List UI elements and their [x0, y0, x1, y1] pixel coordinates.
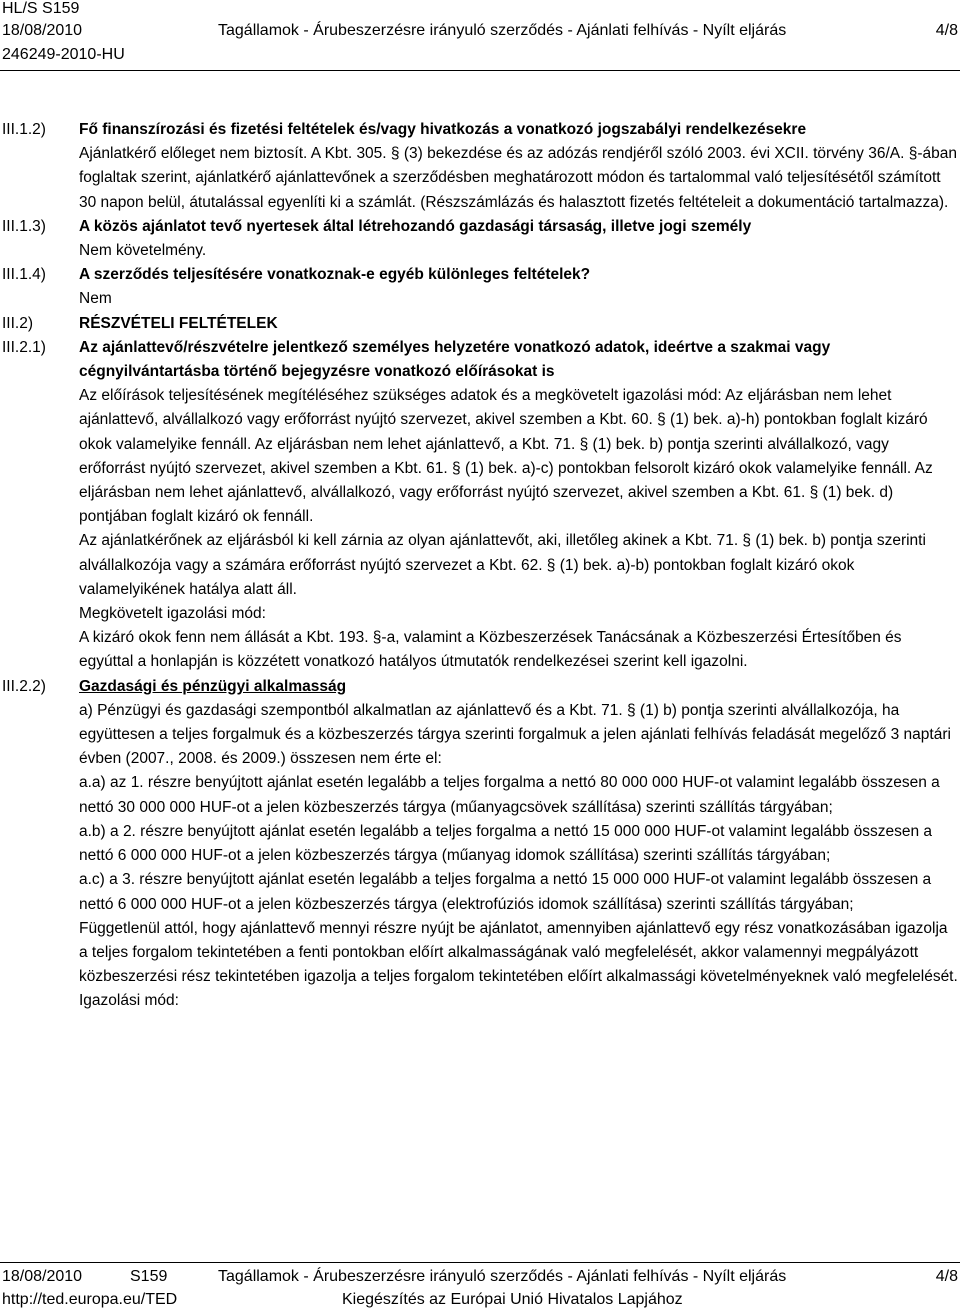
section-number: III.1.3) [2, 217, 46, 235]
section-number: III.2.2) [2, 677, 46, 695]
page-header [0, 0, 960, 66]
header-title: Tagállamok - Árubeszerzésre irányuló szerződés - Ajánlati felhívás - Nyílt eljárás [218, 22, 787, 39]
page-footer [0, 1264, 960, 1311]
footer-page-number: 4/8 [935, 1268, 958, 1285]
section-text: Nem [79, 290, 112, 308]
section-text: Nem követelmény. [79, 242, 207, 260]
document-body [0, 118, 960, 1014]
header-reference: HL/S S159 [2, 0, 80, 17]
section-paragraph: Igazolási mód: [79, 992, 179, 1010]
section-heading: RÉSZVÉTELI FELTÉTELEK [79, 314, 278, 332]
footer-publisher: Kiegészítés az Európai Unió Hivatalos Lapjához [342, 1291, 683, 1308]
footer-issue: S159 [130, 1268, 168, 1285]
section-number: III.2.1) [2, 338, 46, 356]
header-page-number: 4/8 [935, 22, 958, 39]
section-iii-1-2 [0, 118, 960, 215]
section-number: III.2) [2, 314, 34, 332]
section-text: Ajánlatkérő előleget nem biztosít. A Kbt. 305. § (3) bekezdése és az adózás rendjéről szóló 2003. évi XCII. törvény 36/A. §-ában foglaltak szerint, ajánlatkérő ajánlattevőnek a szerződésben meghatározott módon és tartalommal való teljesítésétől számított 30 napon belül, átutalással egyenlíti ki a számlát. (Részszámlázás és halasztott fizetés feltételeit a dokumentáció tartalmazza). [79, 145, 957, 211]
section-heading: Fő finanszírozási és fizetési feltételek és/vagy hivatkozás a vonatkozó jogszabályi rendelkezésekre [79, 121, 807, 138]
footer-url[interactable]: http://ted.europa.eu/TED [2, 1291, 178, 1308]
section-paragraph: Az ajánlatkérőnek az eljárásból ki kell zárnia az olyan ajánlattevőt, aki, illetőleg akinek a Kbt. 71. § (1) bek. b) pontja szerinti alvállalkozója vagy a számára erőforrást nyújtó szervezet a Kbt. 62. § (1) bek. a)-b) pontokban foglalt kizáró okok valamelyikének hatálya alatt áll. [79, 532, 926, 598]
section-heading: A szerződés teljesítésére vonatkoznak-e egyéb különleges feltételek? [79, 266, 591, 284]
section-number: III.1.4) [2, 266, 46, 284]
section-heading: Gazdasági és pénzügyi alkalmasság [79, 677, 347, 695]
footer-date: 18/08/2010 [2, 1268, 83, 1285]
section-paragraph: a.b) a 2. részre benyújtott ajánlat esetén legalább a teljes forgalma a nettó 15 000 000 HUF-ot valamint legalább összesen a nettó 6 000 000 HUF-ot a jelen közbeszerzés tárgya (műanyag idomok szállítása) szerinti szállítás tárgyában; [79, 822, 933, 865]
section-heading: Az ajánlattevő/részvételre jelentkező személyes helyzetére vonatkozó adatok, ideértve a szakmai vagy cégnyilvántartásba történő bejegyzésre vonatkozó előírásokat is [79, 338, 831, 381]
section-iii-1-3 [0, 215, 960, 263]
section-paragraph: Megkövetelt igazolási mód: [79, 605, 266, 623]
header-divider [0, 70, 960, 71]
section-paragraph: a.c) a 3. részre benyújtott ajánlat esetén legalább a teljes forgalma a nettó 15 000 000 HUF-ot valamint legalább összesen a nettó 6 000 000 HUF-ot a jelen közbeszerzés tárgya (elektrofúziós idomok szállítása) szerinti szállítás tárgyában; [79, 871, 932, 913]
footer-divider [0, 1262, 960, 1263]
section-paragraph: A kizáró okok fenn nem állását a Kbt. 193. §-a, valamint a Közbeszerzések Tanácsának a Közbeszerzési Értesítőben és egyúttal a honlapján is közzétett vonatkozó hatályos útmutatók rendelkezései szerint kell igazolni. [79, 629, 902, 671]
section-iii-2-2 [0, 675, 960, 1014]
section-paragraph: Függetlenül attól, hogy ajánlattevő mennyi részre nyújt be ajánlatot, amennyiben ajánlattevő egy rész vonatkozásában igazolja a teljes forgalom tekintetében a fenti pontokban előírt alkalmasságának való megfelelését, akkor valamennyi megpályázott közbeszerzési rész tekintetében igazolja a teljes forgalom tekintetében előírt alkalmassági követelményeknek való megfelelését. [79, 919, 958, 986]
section-iii-2 [0, 312, 960, 336]
section-iii-1-4 [0, 263, 960, 311]
section-iii-2-1 [0, 336, 960, 675]
header-date: 18/08/2010 [2, 22, 83, 39]
section-paragraph: Az előírások teljesítésének megítéléséhez szükséges adatok és a megkövetelt igazolási mód: Az eljárásban nem lehet ajánlattevő, alvállalkozó vagy erőforrást nyújtó szervezet, akivel szemben a Kbt. 60. § (1) bek. a)-h) pontokban foglalt kizáró okok valamelyike fennáll. Az eljárásban nem lehet ajánlattevő, a Kbt. 71. § (1) bek. b) pontja szerinti alvállalkozó, vagy erőforrást nyújtó szervezet, akivel szemben a Kbt. 61. § (1) bek. a)-c) pontokban felsorolt kizáró okok valamelyike fennáll. Az eljárásban nem lehet ajánlattevő, alvállalkozó, vagy erőforrást nyújtó szervezet, akivel szemben a Kbt. 61. § (1) bek. d) pontjában foglalt kizáró ok fennáll. [79, 387, 933, 526]
footer-title: Tagállamok - Árubeszerzésre irányuló szerződés - Ajánlati felhívás - Nyílt eljárás [218, 1268, 787, 1285]
header-document-id: 246249-2010-HU [2, 46, 125, 63]
section-heading: A közös ajánlatot tevő nyertesek által létrehozandó gazdasági társaság, illetve jogi személy [79, 217, 752, 235]
section-paragraph: a.a) az 1. részre benyújtott ajánlat esetén legalább a teljes forgalma a nettó 80 000 000 HUF-ot valamint legalább összesen a nettó 30 000 000 HUF-ot a jelen közbeszerzés tárgya (műanyagcsövek szállítása) szerinti szállítás tárgyában; [79, 774, 940, 816]
section-paragraph: a) Pénzügyi és gazdasági szempontból alkalmatlan az ajánlattevő és a Kbt. 71. § (1) b) pontja szerinti alvállalkozója, ha együttesen a teljes forgalmuk és a közbeszerzés tárgya szerinti forgalmuk a jelen ajánlati felhívás feladását megelőző 3 naptári évben (2007., 2008. és 2009.) összesen nem érte el: [79, 701, 951, 768]
section-number: III.1.2) [2, 121, 46, 138]
